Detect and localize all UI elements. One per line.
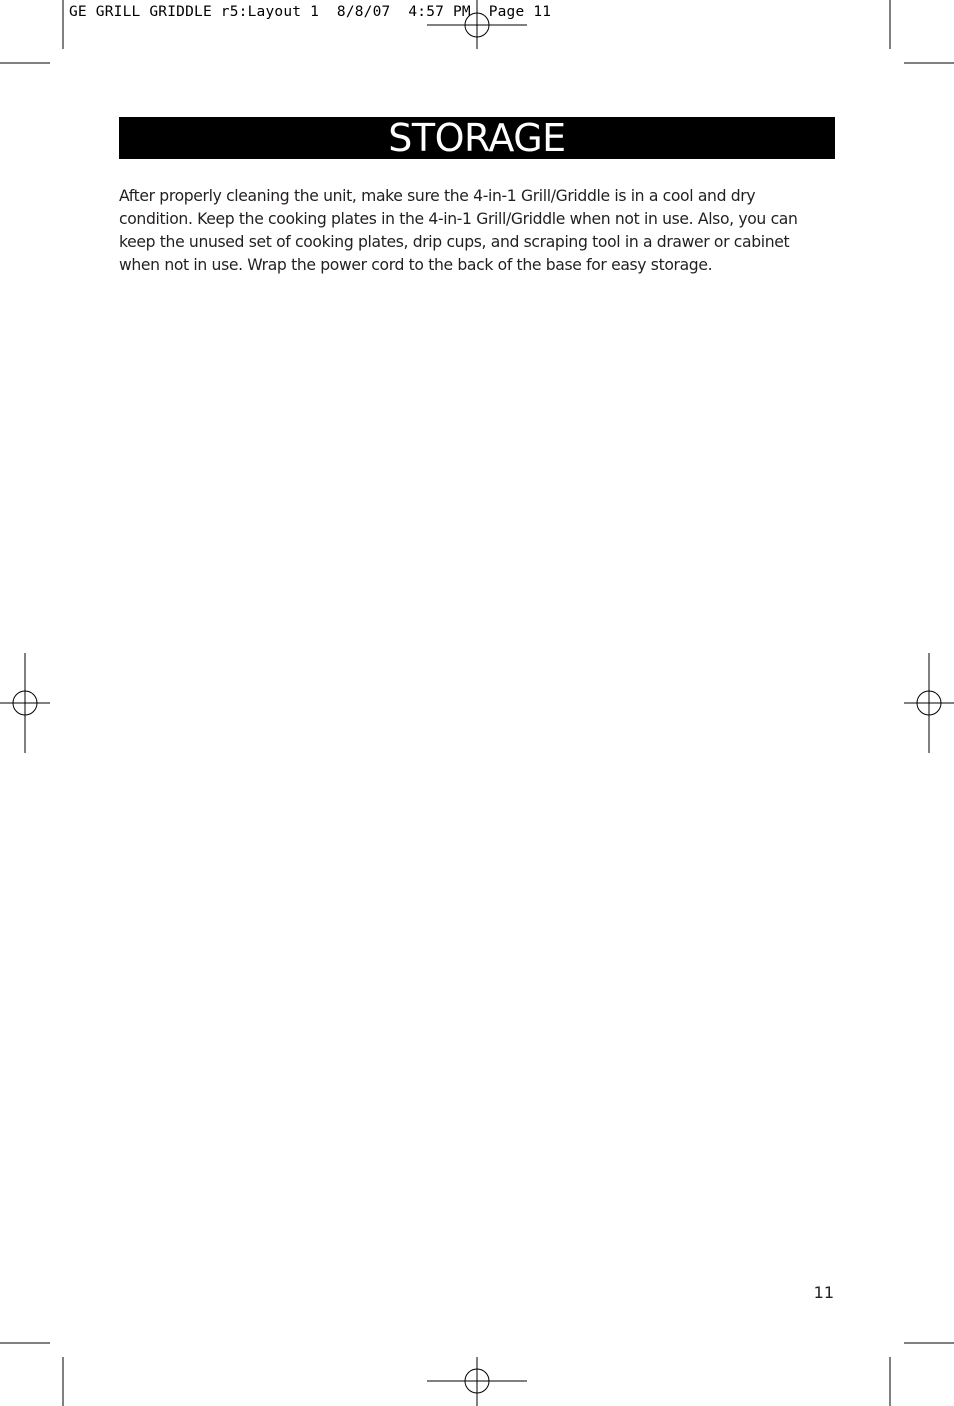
- print-slug-line: GE GRILL GRIDDLE r5:Layout 1 8/8/07 4:57 PM Page 11: [69, 4, 552, 20]
- page-number: 11: [813, 1283, 834, 1302]
- section-title-bar: [119, 117, 835, 159]
- registration-mark-left: [0, 653, 50, 753]
- registration-mark-bottom: [427, 1357, 527, 1406]
- section-body: After properly cleaning the unit, make sure the 4-in-1 Grill/Griddle is in a cool and dry condition. Keep the cooking plates in the 4-in-1 Grill/Griddle when not in use. Also, you can keep the unused set of cooking plates, drip cups, and scraping tool in a drawer or cabinet when not in use. Wrap the power cord to the back of the base for easy storage.: [119, 187, 798, 274]
- registration-mark-right: [904, 653, 954, 753]
- section-title: STORAGE: [388, 116, 566, 160]
